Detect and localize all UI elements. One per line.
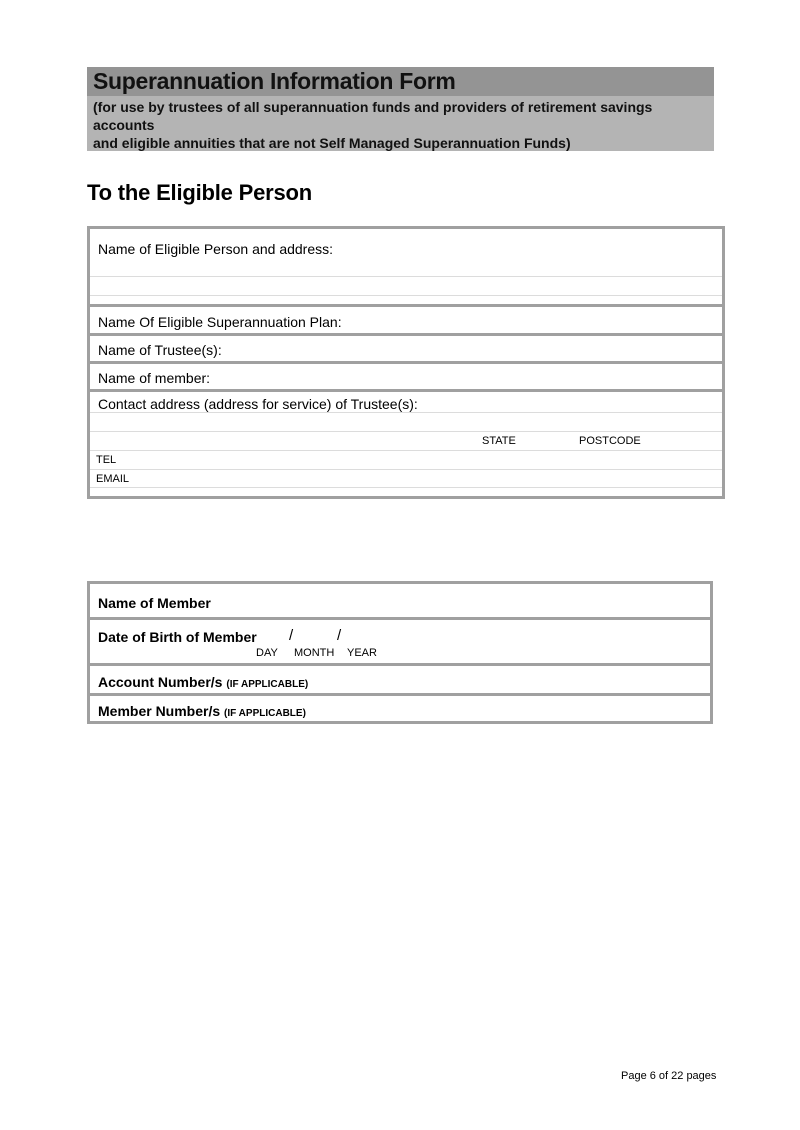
member-number-label: Member Number/s xyxy=(98,703,221,719)
email-label: EMAIL xyxy=(96,473,130,485)
account-number-note: (IF APPLICABLE) xyxy=(226,679,309,690)
eligible-person-name-address-label: Name of Eligible Person and address: xyxy=(98,241,334,257)
trustee-name-label: Name of Trustee(s): xyxy=(98,342,222,358)
form-header xyxy=(87,67,714,151)
name-address-line-2[interactable] xyxy=(90,295,722,296)
section-heading: To the Eligible Person xyxy=(87,180,312,205)
member-name-label: Name of member: xyxy=(98,370,211,386)
dob-field-label: Date of Birth of Member xyxy=(98,629,257,645)
member-name-field-label: Name of Member xyxy=(98,595,211,611)
header-title-strip xyxy=(87,67,714,96)
member-number-field-label xyxy=(98,703,306,719)
form-title: Superannuation Information Form xyxy=(93,68,456,94)
state-label: STATE xyxy=(482,435,516,447)
dob-day-label: DAY xyxy=(256,647,278,659)
divider xyxy=(90,389,722,392)
page-number: Page 6 of 22 pages xyxy=(621,1070,717,1082)
name-address-line-1[interactable] xyxy=(90,276,722,277)
state-postcode-line[interactable] xyxy=(90,450,722,451)
contact-address-line-1[interactable] xyxy=(90,412,722,413)
email-line[interactable] xyxy=(90,487,722,488)
member-number-note: (IF APPLICABLE) xyxy=(224,708,306,719)
postcode-label: POSTCODE xyxy=(579,435,641,447)
tel-label: TEL xyxy=(96,454,117,466)
form-subtitle xyxy=(93,98,708,152)
account-number-field-label xyxy=(98,674,308,690)
dob-separator-1: / xyxy=(289,627,294,644)
divider xyxy=(90,663,710,666)
divider xyxy=(90,304,722,307)
dob-month-label: MONTH xyxy=(294,647,335,659)
tel-line[interactable] xyxy=(90,469,722,470)
form-subtitle-line-1: (for use by trustees of all superannuation funds and providers of retirement savings accounts xyxy=(93,99,653,133)
contact-address-line-2[interactable] xyxy=(90,431,722,432)
member-details-box xyxy=(87,581,713,724)
dob-year-label: YEAR xyxy=(347,647,377,659)
divider xyxy=(90,333,722,336)
eligible-person-box xyxy=(87,226,725,499)
divider xyxy=(90,361,722,364)
account-number-label: Account Number/s xyxy=(98,674,223,690)
divider xyxy=(90,617,710,620)
plan-name-label: Name Of Eligible Superannuation Plan: xyxy=(98,314,342,330)
divider xyxy=(90,693,710,696)
form-subtitle-line-2: and eligible annuities that are not Self Managed Superannuation Funds) xyxy=(93,135,571,151)
dob-separator-2: / xyxy=(337,627,342,644)
trustee-contact-address-label: Contact address (address for service) of Trustee(s): xyxy=(98,396,418,412)
